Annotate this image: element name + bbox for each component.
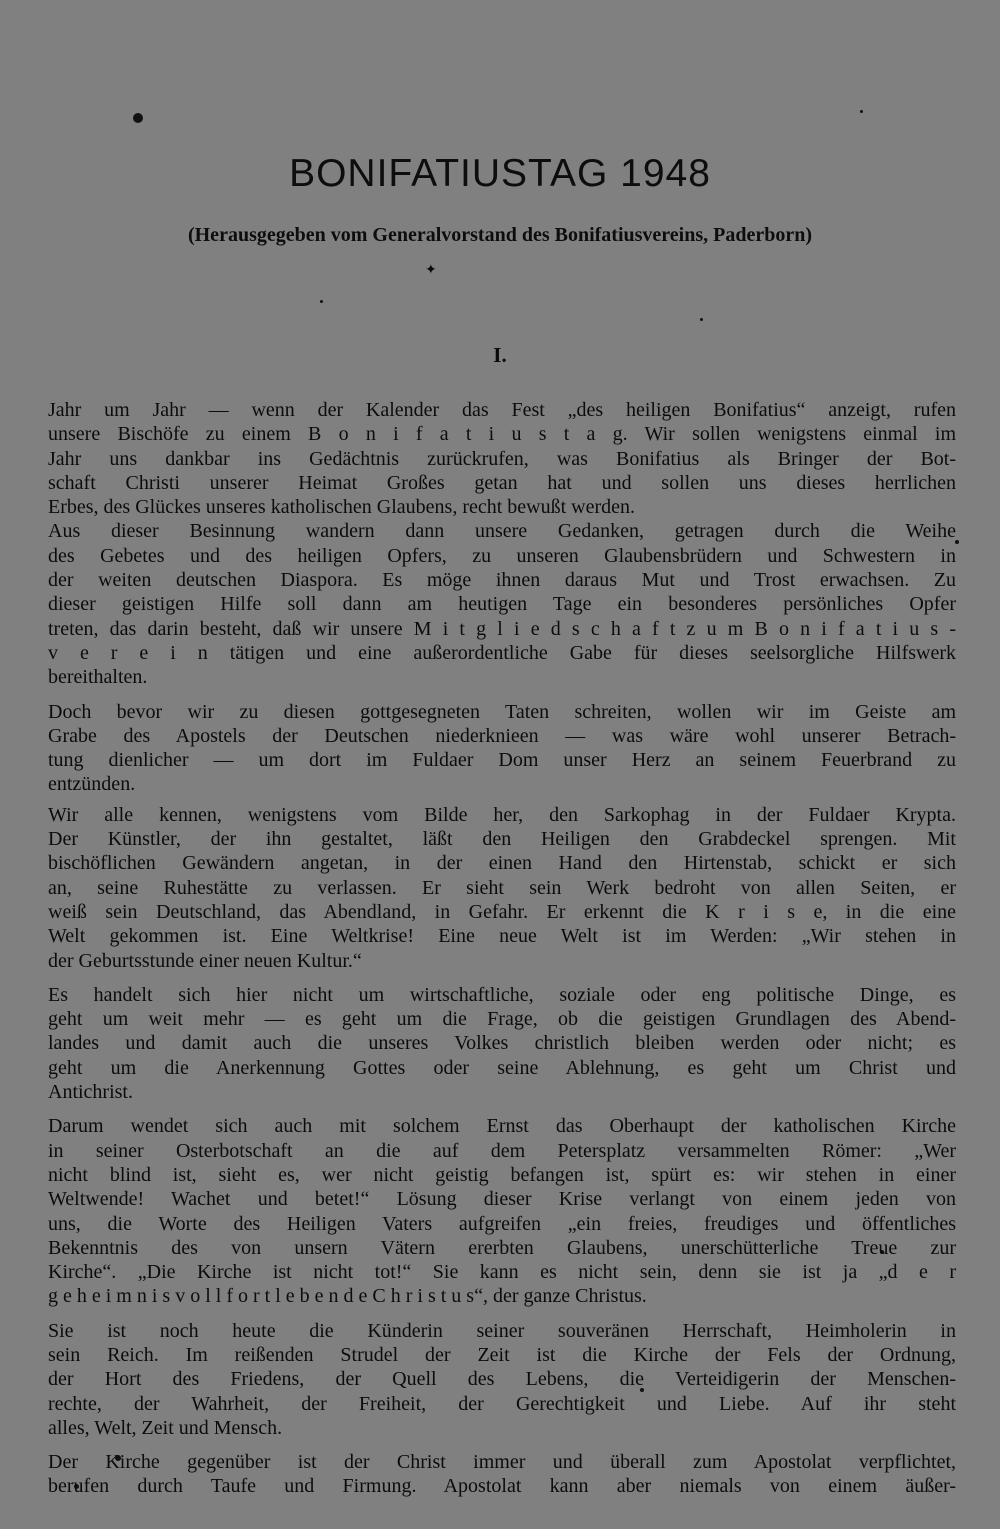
text-line: Erbes, des Glückes unseres katholischen Glaubens, recht bewußt werden.	[48, 496, 636, 519]
text-line: der Geburtsstunde einer neuen Kultur.“	[48, 949, 362, 972]
article-body	[48, 398, 956, 1505]
text-line: Sie ist noch heute die Künderin seiner souveränen Herrschaft, Heimholerin in	[48, 1319, 956, 1342]
text-line: Wir alle kennen, wenigstens vom Bilde her, den Sarkophag in der Fuldaer Krypta.	[48, 803, 956, 826]
text-line: entzünden.	[48, 773, 136, 796]
text-line: Doch bevor wir zu diesen gottgesegneten Taten schreiten, wollen wir im Geiste am	[48, 700, 956, 723]
text-line: Es handelt sich hier nicht um wirtschaftliche, soziale oder eng politische Dinge, es	[48, 983, 956, 1006]
paragraph-3	[48, 803, 956, 973]
text-line: Aus dieser Besinnung wandern dann unsere Gedanken, getragen durch die Weihe	[48, 520, 956, 543]
page-title: BONIFATIUSTAG 1948	[289, 152, 711, 195]
text-line: geht um weit mehr — es geht um die Frage, ob die geistigen Grundlagen des Abend-	[48, 1008, 956, 1031]
text-line: sein Reich. Im reißenden Strudel der Zeit ist die Kirche der Fels der Ordnung,	[48, 1343, 956, 1366]
text-line: Kirche“. „Die Kirche ist nicht tot!“ Sie kann es nicht sein, denn sie ist ja „d e r	[48, 1261, 956, 1284]
text-line: des Gebetes und des heiligen Opfers, zu unseren Glaubensbrüdern und Schwestern in	[48, 544, 956, 567]
text-line: Grabe des Apostels der Deutschen niederknieen — was wäre wohl unserer Betrach-	[48, 724, 956, 747]
text-line: tung dienlicher — um dort im Fuldaer Dom unser Herz an seinem Feuerbrand zu	[48, 749, 956, 772]
paragraph-1	[48, 398, 956, 690]
page-subtitle: (Herausgegeben vom Generalvorstand des Bonifatiusvereins, Paderborn)	[187, 224, 813, 246]
paragraph-6	[48, 1319, 956, 1440]
text-line: Darum wendet sich auch mit solchem Ernst das Oberhaupt der katholischen Kirche	[48, 1115, 956, 1138]
text-line: schaft Christi unserer Heimat Großes getan hat und sollen uns dieses herrlichen	[48, 471, 956, 494]
paragraph-2	[48, 700, 956, 797]
section-number: I.	[493, 343, 507, 367]
scan-speck	[320, 300, 323, 303]
text-line: Welt gekommen ist. Eine Weltkrise! Eine neue Welt ist im Werden: „Wir stehen in	[48, 925, 956, 948]
text-line: der Hort des Friedens, der Quell des Lebens, die Verteidigerin der Menschen-	[48, 1368, 956, 1391]
paragraph-4	[48, 983, 956, 1104]
text-line: landes und damit auch die unseres Volkes christlich bleiben werden oder nicht; es	[48, 1032, 956, 1055]
text-line: dieser geistigen Hilfe soll dann am heutigen Tage ein besonderes persönliches Opfer	[48, 593, 956, 616]
text-line: bischöflichen Gewändern angetan, in der einen Hand den Hirtenstab, schickt er sich	[48, 852, 956, 875]
text-line: an, seine Ruhestätte zu verlassen. Er sieht sein Werk bedroht von allen Seiten, er	[48, 876, 956, 899]
text-line: Jahr uns dankbar ins Gedächtnis zurückrufen, was Bonifatius als Bringer der Bot-	[48, 447, 956, 470]
scan-speck	[133, 113, 143, 123]
text-line: in seiner Osterbotschaft an die auf dem Petersplatz versammelten Römer: „Wer	[48, 1139, 956, 1162]
text-line: alles, Welt, Zeit und Mensch.	[48, 1416, 283, 1439]
scan-speck	[860, 110, 863, 113]
text-line: Weltwende! Wachet und betet!“ Lösung dieser Krise verlangt von einem jeden von	[48, 1188, 956, 1211]
text-line: Der Künstler, der ihn gestaltet, läßt den Heiligen den Grabdeckel sprengen. Mit	[48, 828, 956, 851]
ornament-icon: ✦	[425, 263, 437, 278]
text-line: der weiten deutschen Diaspora. Es möge ihnen daraus Mut und Trost erwachsen. Zu	[48, 569, 956, 592]
scan-speck	[700, 318, 703, 321]
text-line: geht um die Anerkennung Gottes oder seine Ablehnung, es geht um Christ und	[48, 1056, 956, 1079]
text-line: weiß sein Deutschland, das Abendland, in Gefahr. Er erkennt die K r i s e, in die eine	[48, 900, 956, 923]
text-line: nicht blind ist, sieht es, wer nicht geistig befangen ist, spürt es: wir stehen in einer	[48, 1163, 956, 1186]
text-line: g e h e i m n i s v o l l f o r t l e b e n d e C h r i s t u s“, der ganze Christus.	[48, 1285, 647, 1308]
text-line: berufen durch Taufe und Firmung. Apostolat kann aber niemals von einem äußer-	[48, 1475, 956, 1498]
text-line: rechte, der Wahrheit, der Freiheit, der Gerechtigkeit und Liebe. Auf ihr steht	[48, 1392, 956, 1415]
paragraph-5	[48, 1114, 956, 1308]
text-line: uns, die Worte des Heiligen Vaters aufgreifen „ein freies, freudiges und öffentliches	[48, 1212, 956, 1235]
text-line: Der Kirche gegenüber ist der Christ immer und überall zum Apostolat verpflichtet,	[48, 1451, 956, 1474]
text-line: bereithalten.	[48, 666, 148, 689]
text-line: Jahr um Jahr — wenn der Kalender das Fest „des heiligen Bonifatius“ anzeigt, rufen	[48, 399, 956, 421]
text-line: treten, das darin besteht, daß wir unsere M i t g l i e d s c h a f t z u m B o n i f a t i u s -	[48, 617, 956, 640]
text-line: Bekenntnis des von unsern Vätern ererbten Glaubens, unerschütterliche Treue zur	[48, 1236, 956, 1259]
text-line: unsere Bischöfe zu einem B o n i f a t i u s t a g. Wir sollen wenigstens einmal im	[48, 423, 956, 446]
text-line: Antichrist.	[48, 1081, 133, 1104]
text-line: v e r e i n tätigen und eine außerordentliche Gabe für dieses seelsorgliche Hilfswerk	[48, 641, 956, 664]
paragraph-7	[48, 1450, 956, 1499]
